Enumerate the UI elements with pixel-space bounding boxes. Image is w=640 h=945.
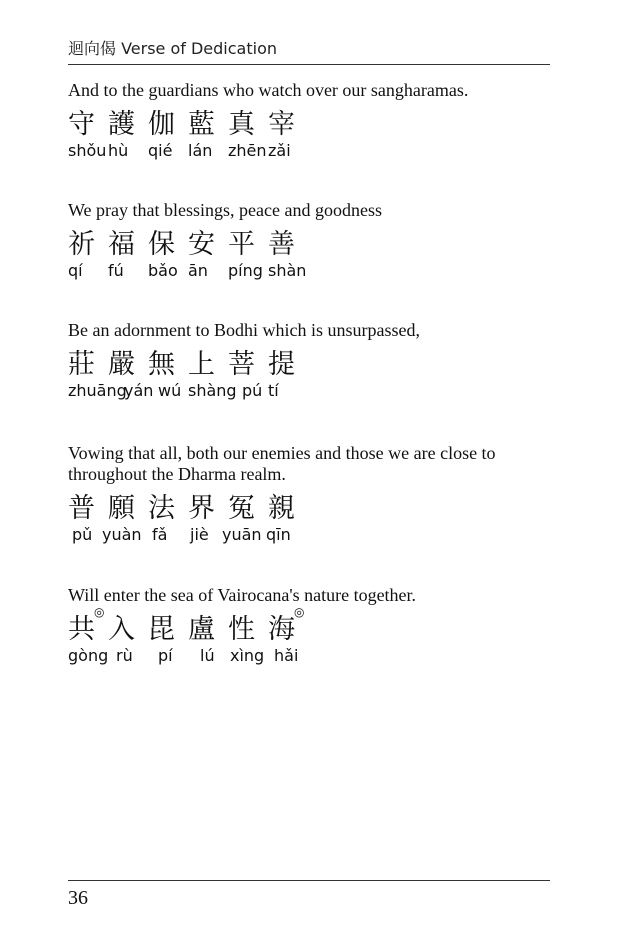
chinese-char: 無	[148, 349, 175, 380]
english-line: Will enter the sea of Vairocana's nature together.	[68, 585, 417, 605]
chinese-char	[68, 607, 108, 646]
chinese-char: 毘	[148, 614, 175, 645]
english-line: Be an adornment to Bodhi which is unsurpassed,	[68, 320, 420, 340]
pinyin-syllable: ān	[188, 261, 208, 280]
pinyin-syllable: bǎo	[148, 261, 178, 280]
chinese-characters	[68, 605, 550, 646]
footer-divider	[68, 880, 550, 881]
pinyin-line	[68, 381, 550, 403]
pinyin-line	[68, 646, 550, 668]
pinyin-syllable: yuān	[222, 525, 262, 544]
chinese-char: 親	[268, 493, 295, 524]
pinyin-syllable: shàn	[268, 261, 307, 280]
chinese-char	[268, 607, 308, 646]
chinese-char: 福	[108, 229, 135, 260]
pinyin-syllable: qí	[68, 261, 83, 280]
chinese-char: 宰	[268, 109, 295, 140]
chinese-char: 藍	[188, 109, 215, 140]
pinyin-syllable: jiè	[190, 525, 209, 544]
chinese-char: 善	[268, 229, 295, 260]
pinyin-syllable: zhuāng	[68, 381, 127, 400]
pinyin-line	[68, 525, 550, 547]
chinese-char-text: 共	[68, 614, 95, 645]
chinese-char: 祈	[68, 229, 95, 260]
english-line: And to the guardians who watch over our sangharamas.	[68, 80, 469, 100]
chinese-characters	[68, 105, 550, 141]
chinese-char: 入	[108, 614, 135, 645]
pinyin-syllable: pǔ	[72, 525, 93, 544]
pinyin-syllable: yán	[124, 381, 154, 400]
pinyin-syllable: fú	[108, 261, 124, 280]
pinyin-syllable: zǎi	[268, 141, 291, 160]
chinese-char: 提	[268, 349, 295, 380]
pinyin-syllable: tí	[268, 381, 279, 400]
running-header: 迴向偈 Verse of Dedication	[68, 39, 278, 58]
chinese-characters	[68, 225, 550, 261]
pinyin-syllable: qié	[148, 141, 173, 160]
chinese-char: 伽	[148, 109, 175, 140]
chinese-char: 冤	[228, 493, 255, 524]
pinyin-syllable: píng	[228, 261, 263, 280]
chinese-char: 護	[108, 109, 135, 140]
verse-stanza	[68, 200, 550, 283]
pinyin-syllable: hù	[108, 141, 129, 160]
chinese-char: 保	[148, 229, 175, 260]
verse-stanza	[68, 443, 550, 547]
pinyin-syllable: shàng	[188, 381, 237, 400]
chinese-char: 真	[228, 109, 255, 140]
pinyin-syllable: fǎ	[152, 525, 168, 544]
pinyin-syllable: pí	[158, 646, 173, 665]
recitation-mark: ◎	[294, 605, 305, 619]
chinese-char: 界	[188, 493, 215, 524]
pinyin-syllable: xìng	[230, 646, 265, 665]
chinese-char: 法	[148, 493, 175, 524]
chinese-char: 普	[68, 493, 95, 524]
chinese-char-text: 海	[268, 614, 295, 645]
pinyin-line	[68, 141, 550, 163]
verse-stanza	[68, 585, 550, 668]
pinyin-syllable: gòng	[68, 646, 109, 665]
pinyin-syllable: hǎi	[274, 646, 299, 665]
chinese-char: 莊	[68, 349, 95, 380]
chinese-characters	[68, 489, 550, 525]
header-divider	[68, 64, 550, 65]
chinese-char: 菩	[228, 349, 255, 380]
pinyin-syllable: pú	[242, 381, 263, 400]
chinese-characters	[68, 345, 550, 381]
pinyin-syllable: rù	[116, 646, 133, 665]
chinese-char: 盧	[188, 614, 215, 645]
chinese-char: 上	[188, 349, 215, 380]
chinese-char: 嚴	[108, 349, 135, 380]
chinese-char: 願	[108, 493, 135, 524]
pinyin-syllable: qīn	[266, 525, 291, 544]
pinyin-syllable: yuàn	[102, 525, 142, 544]
english-line: Vowing that all, both our enemies and those we are close to throughout the Dharma realm.	[68, 443, 496, 484]
english-line: We pray that blessings, peace and goodness	[68, 200, 382, 220]
verse-stanza	[68, 320, 550, 403]
pinyin-syllable: wú	[158, 381, 182, 400]
chinese-char: 性	[228, 614, 255, 645]
pinyin-line	[68, 261, 550, 283]
page-number: 36	[68, 887, 88, 909]
verse-stanza	[68, 80, 550, 163]
pinyin-syllable: shǒu	[68, 141, 107, 160]
pinyin-syllable: lú	[200, 646, 215, 665]
pinyin-syllable: zhēn	[228, 141, 267, 160]
chinese-char: 守	[68, 109, 95, 140]
chinese-char: 平	[228, 229, 255, 260]
recitation-mark: ◎	[94, 605, 105, 619]
chinese-char: 安	[188, 229, 215, 260]
pinyin-syllable: lán	[188, 141, 213, 160]
